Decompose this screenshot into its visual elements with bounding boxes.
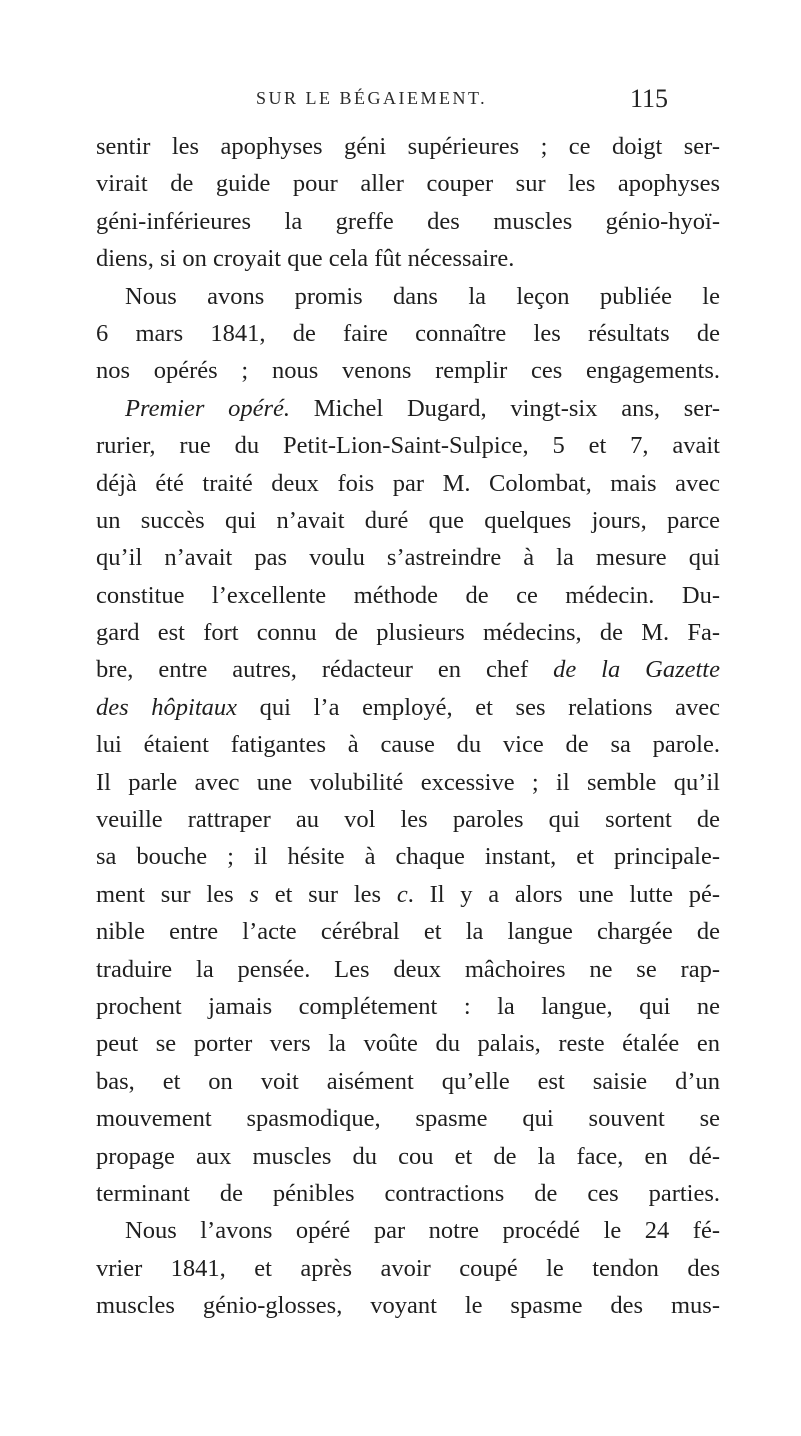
page-number: 115 bbox=[630, 84, 669, 113]
text-segment: rurier, rue du Petit-Lion-Saint-Sulpice, 5 et 7, avait bbox=[96, 432, 720, 460]
body-text bbox=[96, 128, 720, 1325]
text-line bbox=[96, 1175, 720, 1212]
text-line bbox=[96, 764, 720, 801]
text-segment: nos opérés ; nous venons remplir ces engagements. bbox=[96, 357, 720, 385]
text-line bbox=[96, 315, 720, 352]
text-line bbox=[96, 1250, 720, 1287]
text-line bbox=[96, 801, 720, 838]
text-line bbox=[96, 876, 720, 913]
text-segment: . Il y a alors une lutte pé- bbox=[407, 880, 720, 908]
text-line bbox=[96, 614, 720, 651]
italic-text: Premier opéré. bbox=[125, 394, 291, 422]
text-line bbox=[96, 390, 720, 427]
italic-text: de la Gazette bbox=[553, 656, 720, 684]
text-segment: vrier 1841, et après avoir coupé le tendon des bbox=[96, 1254, 720, 1282]
text-segment: Michel Dugard, vingt-six ans, ser- bbox=[290, 394, 720, 422]
text-segment: traduire la pensée. Les deux mâchoires ne se rap- bbox=[96, 955, 720, 983]
text-line bbox=[96, 165, 720, 202]
text-line bbox=[96, 1287, 720, 1324]
text-line bbox=[96, 539, 720, 576]
text-segment: qui l’a employé, et ses relations avec bbox=[237, 693, 720, 721]
text-segment: ment sur les bbox=[96, 880, 250, 908]
text-segment: 6 mars 1841, de faire connaître les résultats de bbox=[96, 319, 720, 347]
text-line bbox=[96, 838, 720, 875]
text-line bbox=[96, 951, 720, 988]
text-segment: mouvement spasmodique, spasme qui souvent se bbox=[96, 1105, 720, 1133]
text-segment: bre, entre autres, rédacteur en chef bbox=[96, 656, 554, 684]
text-segment: muscles génio-glosses, voyant le spasme des mus- bbox=[96, 1292, 720, 1320]
text-segment: terminant de pénibles contractions de ces parties. bbox=[96, 1179, 720, 1207]
text-segment: peut se porter vers la voûte du palais, reste étalée en bbox=[96, 1030, 720, 1058]
text-line bbox=[96, 1025, 720, 1062]
text-line bbox=[96, 726, 720, 763]
text-segment: constitue l’excellente méthode de ce médecin. Du- bbox=[96, 581, 720, 609]
text-line bbox=[96, 128, 720, 165]
text-line bbox=[96, 465, 720, 502]
text-segment: sentir les apophyses géni supérieures ; ce doigt ser- bbox=[96, 133, 720, 160]
text-segment: bas, et on voit aisément qu’elle est saisie d’un bbox=[96, 1067, 720, 1095]
text-line bbox=[96, 1100, 720, 1137]
text-segment: sa bouche ; il hésite à chaque instant, et principale- bbox=[96, 843, 720, 871]
text-segment: Nous avons promis dans la leçon publiée le bbox=[125, 282, 720, 310]
text-segment: un succès qui n’avait duré que quelques jours, parce bbox=[96, 506, 720, 534]
text-segment: virait de guide pour aller couper sur les apophyses bbox=[96, 170, 720, 198]
text-segment: et sur les bbox=[258, 880, 397, 908]
text-segment: nible entre l’acte cérébral et la langue chargée de bbox=[96, 918, 720, 946]
text-line bbox=[96, 651, 720, 688]
text-segment: lui étaient fatigantes à cause du vice de sa parole. bbox=[96, 731, 720, 759]
text-segment: géni-inférieures la greffe des muscles génio-hyoï- bbox=[96, 207, 720, 235]
text-segment: Il parle avec une volubilité excessive ; il semble qu’il bbox=[96, 768, 720, 796]
text-segment: veuille rattraper au vol les paroles qui sortent de bbox=[96, 806, 720, 834]
text-segment: qu’il n’avait pas voulu s’astreindre à la mesure qui bbox=[96, 544, 720, 572]
text-line bbox=[96, 577, 720, 614]
text-line bbox=[96, 1212, 720, 1249]
text-segment: Nous l’avons opéré par notre procédé le 24 fé- bbox=[125, 1217, 720, 1245]
italic-text: s bbox=[249, 880, 259, 908]
text-line bbox=[96, 352, 720, 389]
text-segment: gard est fort connu de plusieurs médecins, de M. Fa- bbox=[96, 619, 720, 647]
italic-text: des hôpitaux bbox=[96, 693, 238, 721]
text-line bbox=[96, 1063, 720, 1100]
text-line bbox=[96, 1138, 720, 1175]
running-head: SUR LE BÉGAIEMENT. bbox=[256, 88, 488, 108]
text-line bbox=[96, 988, 720, 1025]
text-line bbox=[96, 913, 720, 950]
text-line bbox=[96, 427, 720, 464]
text-line bbox=[96, 240, 720, 277]
page-header bbox=[0, 84, 801, 124]
text-segment: prochent jamais complétement : la langue, qui ne bbox=[96, 992, 720, 1020]
text-line bbox=[96, 278, 720, 315]
italic-text: c bbox=[396, 880, 408, 908]
text-line bbox=[96, 203, 720, 240]
text-segment: diens, si on croyait que cela fût nécessaire. bbox=[96, 245, 515, 273]
text-segment: propage aux muscles du cou et de la face, en dé- bbox=[96, 1142, 720, 1170]
text-line bbox=[96, 502, 720, 539]
text-line bbox=[96, 689, 720, 726]
text-segment: déjà été traité deux fois par M. Colombat, mais avec bbox=[96, 469, 720, 497]
